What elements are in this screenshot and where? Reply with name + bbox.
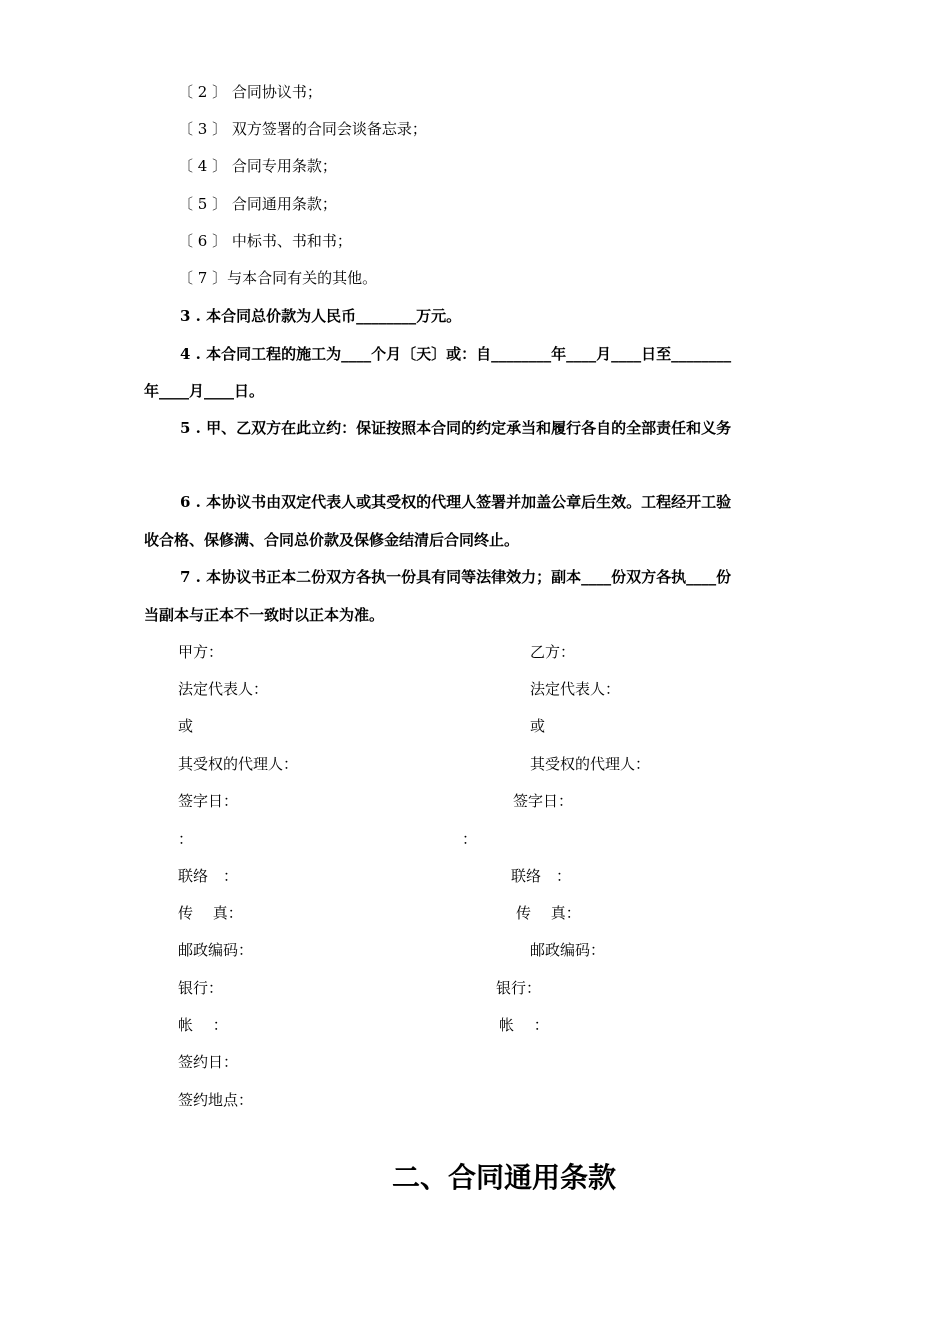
signing-date: 签约日： [178,1053,239,1071]
party-a-sign-date: 签字日： [178,792,239,810]
party-b-bank: 银行： [496,979,542,997]
clause-4-line-1: 4 . 本合同工程的施工为____个月〔天〕或：自________年____月____日至________ [180,345,732,363]
party-a-postcode: 邮政编码： [178,941,254,959]
party-b-account: 帐 ： [499,1016,549,1034]
section-heading: 二、合同通用条款 [391,1161,616,1194]
party-b-name: 乙方： [530,643,576,661]
signing-place: 签约地点： [178,1091,254,1109]
party-b-agent: 其受权的代理人： [530,755,651,773]
party-a-or: 或 [178,717,194,735]
clause-3: 3 . 本合同总价款为人民币________万元。 [180,307,462,325]
clause-7-line-2: 当副本与正本不一致时以正本为准。 [144,606,385,624]
party-b-postcode: 邮政编码： [530,941,606,959]
list-item: 〔 2 〕 合同协议书； [178,83,322,101]
party-b-sign-date: 签字日： [513,792,574,810]
list-item: 〔 6 〕 中标书、书和书； [178,232,352,250]
party-a-fax: 传 真： [178,904,243,922]
clause-7-line-1: 7 . 本协议书正本二份双方各执一份具有同等法律效力；副本____份双方各执____份 [180,568,732,586]
party-b-contact: 联络 ： [511,867,572,885]
party-a-legal-rep: 法定代表人： [178,680,269,698]
clause-6-line-2: 收合格、保修满、合同总价款及保修金结清后合同终止。 [144,531,520,549]
clause-4-line-2: 年____月____日。 [144,382,265,400]
party-a-name: 甲方： [178,643,224,661]
list-item: 〔 7 〕与本合同有关的其他。 [178,269,378,287]
list-item: 〔 3 〕 双方签署的合同会谈备忘录； [178,120,427,138]
list-item: 〔 4 〕 合同专用条款； [178,157,337,175]
list-item: 〔 5 〕 合同通用条款； [178,195,337,213]
clause-6-line-1: 6 . 本协议书由双定代表人或其受权的代理人签署并加盖公章后生效。工程经开工验 [180,493,732,511]
party-a-contact: 联络 ： [178,867,239,885]
party-a-bank: 银行： [178,979,224,997]
party-b-legal-rep: 法定代表人： [530,680,621,698]
party-b-colon: ： [462,830,478,848]
party-b-fax: 传 真： [516,904,581,922]
party-a-account: 帐 ： [178,1016,228,1034]
clause-5: 5 . 甲、乙双方在此立约：保证按照本合同的约定承当和履行各自的全部责任和义务 [180,419,732,437]
party-b-or: 或 [530,717,546,735]
party-a-colon: ： [178,830,194,848]
party-a-agent: 其受权的代理人： [178,755,299,773]
